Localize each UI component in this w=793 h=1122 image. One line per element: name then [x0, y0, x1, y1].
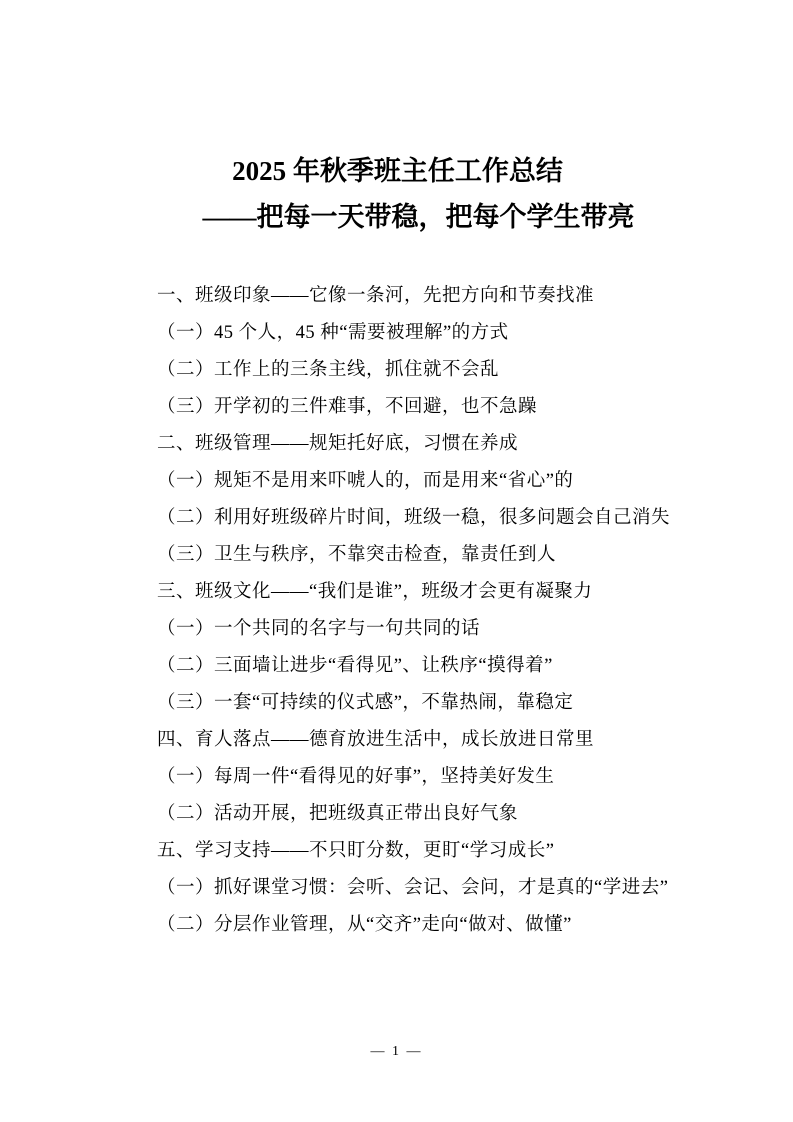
title-line-1: 2025 年秋季班主任工作总结 — [232, 156, 563, 186]
paragraph: （二）工作上的三条主线，抓住就不会乱 — [157, 360, 500, 380]
title-line-2: ——把每一天带稳，把每个学生带亮 — [202, 202, 635, 232]
paragraph: （二）分层作业管理，从“交齐”走向“做对、做懂” — [157, 915, 572, 935]
paragraph: 一、班级印象——它像一条河，先把方向和节奏找准 — [157, 286, 595, 306]
paragraph: 二、班级管理——规矩托好底，习惯在养成 — [157, 434, 519, 454]
paragraph: （一）每周一件“看得见的好事”，坚持美好发生 — [157, 767, 555, 787]
paragraph: （一）规矩不是用来吓唬人的，而是用来“省心”的 — [157, 471, 574, 491]
paragraph: （一）抓好课堂习惯：会听、会记、会问，才是真的“学进去” — [157, 878, 669, 898]
document-title — [120, 148, 675, 240]
document-body — [120, 278, 675, 944]
paragraph: 三、班级文化——“我们是谁”，班级才会更有凝聚力 — [157, 582, 593, 602]
paragraph: （二）活动开展，把班级真正带出良好气象 — [157, 804, 519, 824]
page-number: — 1 — — [370, 1044, 423, 1059]
paragraph: （三）卫生与秩序，不靠突击检查，靠责任到人 — [157, 545, 557, 565]
paragraph: （三）一套“可持续的仪式感”，不靠热闹，靠稳定 — [157, 693, 574, 713]
paragraph: 四、育人落点——德育放进生活中，成长放进日常里 — [157, 730, 595, 750]
paragraph: （二）三面墙让进步“看得见”、让秩序“摸得着” — [157, 656, 553, 676]
paragraph: 五、学习支持——不只盯分数，更盯“学习成长” — [157, 841, 555, 861]
paragraph: （二）利用好班级碎片时间，班级一稳，很多问题会自己消失 — [157, 508, 671, 528]
paragraph: （一）45 个人，45 种“需要被理解”的方式 — [157, 323, 509, 343]
paragraph: （一）一个共同的名字与一句共同的话 — [157, 619, 481, 639]
paragraph: （三）开学初的三件难事，不回避，也不急躁 — [157, 397, 538, 417]
